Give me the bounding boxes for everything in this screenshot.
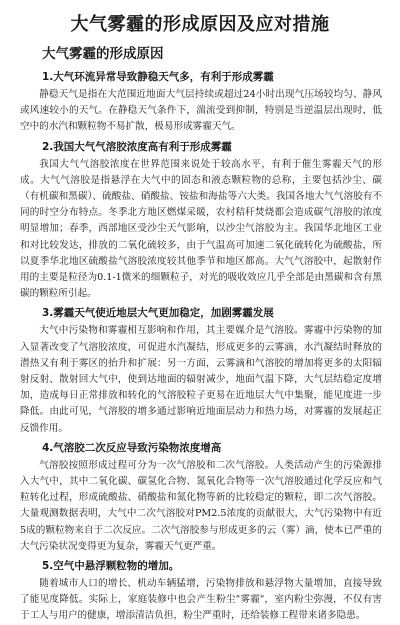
cause-item-2 (14, 140, 386, 303)
cause-paragraph-5: 随着城市人口的增长、机动车辆猛增，污染物排放和悬浮物大量增加，直接导致了能见度降低。实际上，家庭装修中也会产生粉尘"雾霾"，室内粉尘弥漫，不仅有害于工人与用户的健康，增添清洁负担，粉尘严重时，还给装修工程带来诸多隐患。 (20, 578, 382, 622)
cause-heading-5: 5.空气中悬浮颗粒物的增加。 (42, 560, 180, 573)
cause-heading-3: 3.雾霾天气使近地层大气更加稳定，加剧雾霾发展 (42, 307, 274, 320)
cause-item-1 (14, 70, 386, 136)
cause-paragraph-1: 静稳天气是指在大范围近地面大气层持续或超过24小时出现气压场较均匀、静风或风速较小的天气。在静稳天气条件下，湍流受到抑制，特别是当逆温层出现时，低空中的水汽和颗粒物不易扩散，极易形成雾霾天气。 (20, 89, 382, 133)
cause-heading-1: 1.大气环流异常导致静稳天气多，有利于形成雾霾 (42, 71, 274, 83)
cause-heading-4: 4.气溶胶二次反应导致污染物浓度增高 (42, 441, 222, 454)
cause-paragraph-3: 大气中污染物和雾霾相互影响和作用，其主要媒介是气溶胶。雾霾中污染物的加入显著改变了气溶胶浓度，可促进水汽凝结，形成更多的云雾滴，水汽凝结时释放的潜热又有利于雾区的抬升和扩展：另一方面，云雾滴和气溶胶的增加将更多的太阳辐射反射、散射回大气中，使到达地面的辐射减少，地面气温下降，大气层结稳定度增加，造成每日正常排放和转化的气溶胶粒子更易在近地层大气中集聚，能见度进一步降低。由此可见，气溶胶的增多通过影响近地面层动力和热力场，对雾霾的发展起正反馈作用。 (20, 325, 382, 434)
section-heading: 大气雾霾的形成原因 (42, 46, 164, 62)
cause-paragraph-2: 我国大气气溶胶浓度在世界范围来说处于较高水平，有利于催生雾霾天气的形成。大气气溶胶是指悬浮在大气中的固态和液态颗粒物的总称，主要包括沙尘、碳（有机碳和黑碳）、硫酸盐、硝酸盐、铵盐和海盐等六大类。我国各地大气气溶胶有不同的时空分布特点。冬季北方地区燃煤采暖，农村秸秆焚烧都会造成碳气溶胶的浓度明显增加；春季，西部地区受沙尘天气影响，以沙尘气溶胶为主。我国华北地区工业和对比较发达，排放的二氧化硫较多，由于气温高可加速二氧化硫转化为硫酸盐，所以夏季华北地区硫酸盐气溶胶浓度较其他季节和地区都高。大气气溶胶中，起散射作用的主要是粒径为0.1-1微米的细颗粒子，对光的吸收效应几乎全部是由黑碳和含有黑碳的颗粒所引起。 (20, 158, 382, 300)
cause-item-4 (14, 441, 386, 555)
cause-paragraph-4: 气溶胶按照形成过程可分为一次气溶胶和二次气溶胶。人类活动产生的污染源排入大气中，其中二氧化碳、碳氢化合物、氮氧化合物等一次气溶胶通过化学反应和气粒转化过程，形成硫酸盐、硝酸盐和氮化物等新的比较稳定的颗粒，即二次气溶胶。大量观测数据表明，大气中二次气溶胶对PM2.5浓度的贡献很大，大气污染物中有近5成的颗粒物来自于二次反应。二次气溶胶参与形成更多的云（雾）滴，使本已严重的大气污染状况变得更为复杂，雾霾天气更严重。 (20, 459, 382, 552)
cause-item-3 (14, 306, 386, 436)
cause-item-5 (14, 559, 386, 625)
document-title: 大气雾霾的形成原因及应对措施 (70, 14, 330, 35)
cause-heading-2: 2.我国大气气溶胶浓度高有利于形成雾霾 (42, 140, 232, 153)
